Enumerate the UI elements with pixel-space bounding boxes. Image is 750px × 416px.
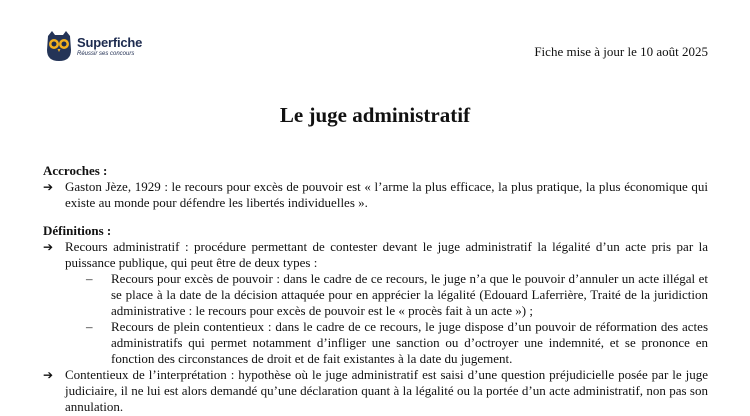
- subitem-text: Recours de plein contentieux : dans le cadre de ce recours, le juge dispose d’un pouvoir de réformation des actes administratifs qui permet notamment d’infliger une sanction ou d’octroyer une indemnité, et se prononce en fonction des circonstances de droit et de fait existantes à la date du jugement.: [111, 319, 708, 366]
- document-body: [43, 163, 708, 415]
- page-title: Le juge administratif: [279, 103, 471, 127]
- definition-subitem: [43, 271, 708, 319]
- brand-tagline: Réussir ses concours: [77, 50, 135, 57]
- brand-name: Superfiche: [77, 34, 143, 50]
- owl-logo-icon: [44, 30, 74, 62]
- definition-text: Recours administratif : procédure permettant de contester devant le juge administratif la légalité d’un acte pris par la puissance publique, qui peut être de deux types :: [65, 239, 708, 270]
- update-date: Fiche mise à jour le 10 août 2025: [534, 44, 708, 59]
- accroche-item: [43, 179, 708, 211]
- accroche-text: Gaston Jèze, 1929 : le recours pour excès de pouvoir est « l’arme la plus efficace, la plus pratique, la plus économique qui existe au monde pour défendre les libertés individuelles ».: [65, 179, 708, 210]
- definition-text: Contentieux de l’interprétation : hypothèse où le juge administratif est saisi d’une question préjudicielle posée par le juge judiciaire, il ne lui est alors demandé qu’une déclaration quant à la légalité ou la portée d’un acte administratif, non pas son annulation.: [65, 367, 708, 414]
- accroches-heading: Accroches :: [43, 163, 108, 178]
- arrow-bullet-icon: ➔: [43, 240, 54, 254]
- logo: [44, 30, 142, 62]
- arrow-bullet-icon: ➔: [43, 368, 54, 382]
- definition-item: [43, 367, 708, 415]
- definition-item: [43, 239, 708, 271]
- dash-bullet: –: [86, 319, 93, 334]
- dash-bullet: –: [86, 271, 93, 286]
- definitions-heading: Définitions :: [43, 223, 112, 238]
- definition-subitem: [43, 319, 708, 367]
- subitem-text: Recours pour excès de pouvoir : dans le cadre de ce recours, le juge n’a que le pouvoir d’annuler un acte illégal et se place à la date de la décision attaquée pour en apprécier la légalité (Edouard Laferrière, Traité de la juridiction administrative : le recours pour excès de pouvoir est le « procès fait à un acte ») ;: [111, 271, 708, 318]
- arrow-bullet-icon: ➔: [43, 180, 54, 194]
